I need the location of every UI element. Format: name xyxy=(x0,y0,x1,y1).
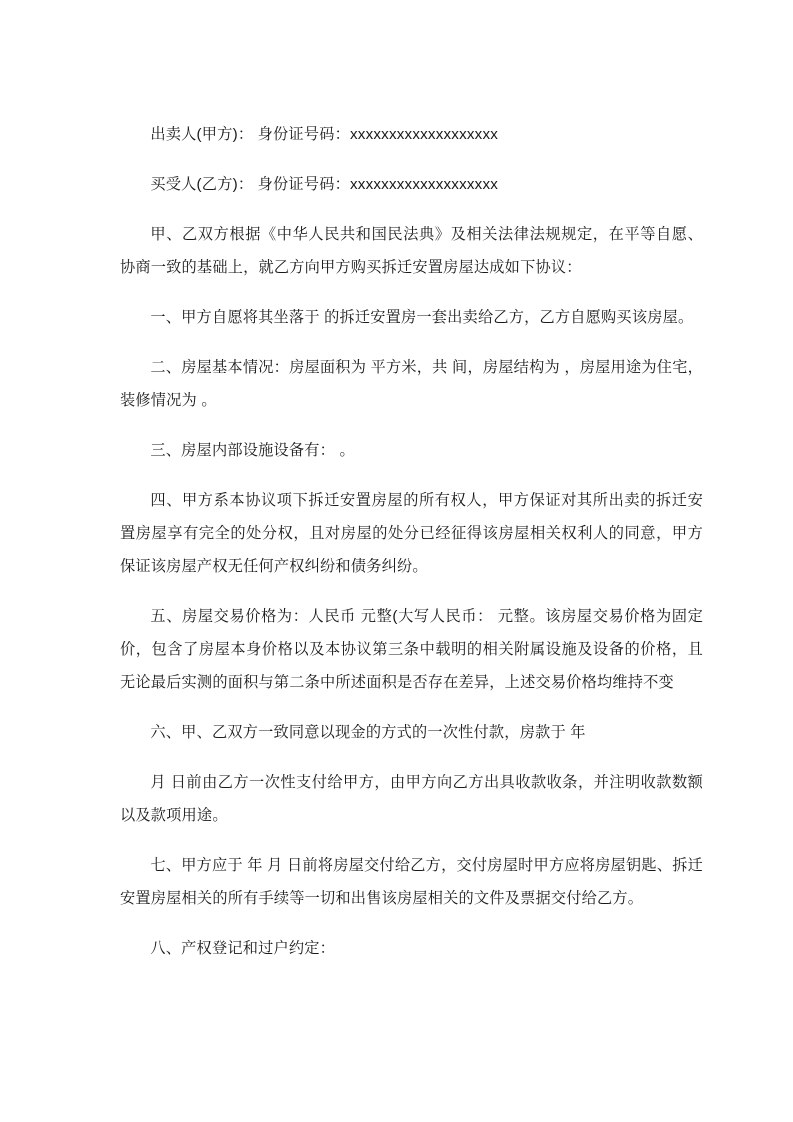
preamble-paragraph: 甲、乙双方根据《中华人民共和国民法典》及相关法律法规规定，在平等自愿、协商一致的基础上，就乙方向甲方购买拆迁安置房屋达成如下协议： xyxy=(120,226,703,276)
clause-three: 三、房屋内部设施设备有： 。 xyxy=(150,442,355,459)
clause-eight: 八、产权登记和过户约定： xyxy=(150,940,336,957)
clause-four: 四、甲方系本协议项下拆迁安置房屋的所有权人，甲方保证对其所出卖的拆迁安置房屋享有完全的处分权，且对房屋的处分已经征得该房屋相关权利人的同意，甲方保证该房屋产权无任何产权纠纷和债务纠纷。 xyxy=(120,492,703,575)
seller-identity-line: 出卖人(甲方)： 身份证号码：xxxxxxxxxxxxxxxxxxx xyxy=(150,126,499,143)
clause-two: 二、房屋基本情况：房屋面积为 平方米，共 间，房屋结构为 ，房屋用途为住宅，装修情况为 。 xyxy=(120,359,703,409)
clause-five: 五、房屋交易价格为：人民币 元整(大写人民币： 元整。该房屋交易价格为固定价，包含了房屋本身价格以及本协议第三条中载明的相关附属设施及设备的价格，且无论最后实测的面积与第二条中所述面积是否存在差异，上述交易价格均维持不变 xyxy=(120,608,703,691)
clause-one: 一、甲方自愿将其坐落于 的拆迁安置房一套出卖给乙方，乙方自愿购买该房屋。 xyxy=(150,309,694,326)
clause-six-first-part: 六、甲、乙双方一致同意以现金的方式的一次性付款，房款于 年 xyxy=(150,724,586,741)
clause-six-second-part: 月 日前由乙方一次性支付给甲方，由甲方向乙方出具收款收条，并注明收款数额以及款项用途。 xyxy=(120,774,703,824)
buyer-identity-line: 买受人(乙方)： 身份证号码：xxxxxxxxxxxxxxxxxxx xyxy=(150,176,499,193)
document-body xyxy=(120,118,703,965)
clause-seven: 七、甲方应于 年 月 日前将房屋交付给乙方，交付房屋时甲方应将房屋钥匙、拆迁安置房屋相关的所有手续等一切和出售该房屋相关的文件及票据交付给乙方。 xyxy=(120,857,703,907)
